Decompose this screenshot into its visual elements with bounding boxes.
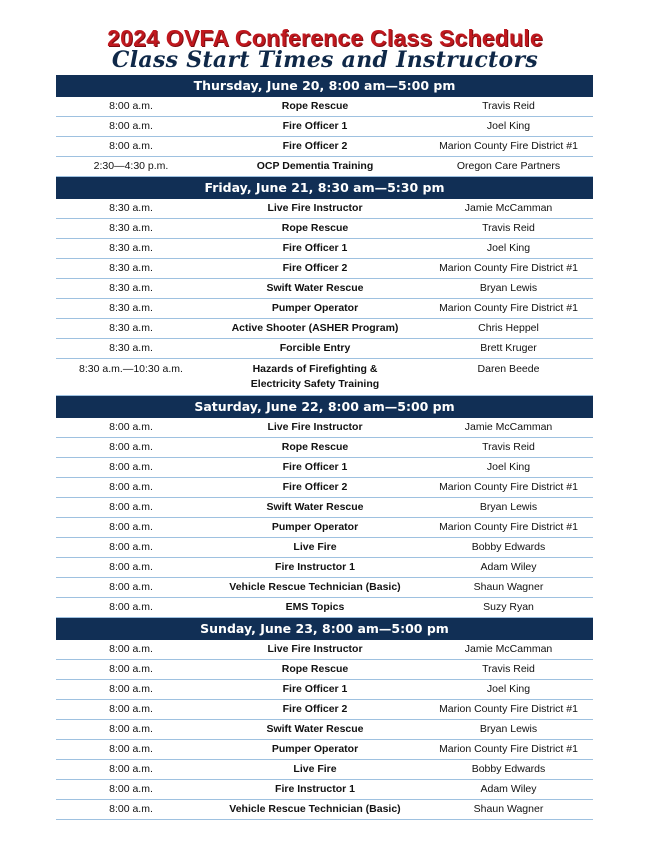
class-name: Forcible Entry (279, 342, 351, 354)
instructor-name: Travis Reid (482, 100, 535, 112)
table-row (56, 780, 593, 800)
class-time: 8:00 a.m. (109, 441, 153, 453)
class-name: Live Fire (293, 763, 337, 775)
class-time: 8:30 a.m. (109, 242, 153, 254)
instructor-name: Marion County Fire District #1 (439, 262, 578, 274)
instructor-name: Marion County Fire District #1 (439, 140, 578, 152)
class-time: 8:30 a.m. (109, 322, 153, 334)
class-time: 8:30 a.m. (109, 202, 153, 214)
instructor-name: Joel King (486, 120, 531, 132)
class-name (206, 362, 424, 395)
class-time: 8:00 a.m. (109, 601, 153, 613)
table-row (56, 660, 593, 680)
class-time: 8:00 a.m. (109, 140, 153, 152)
class-name: Fire Officer 1 (282, 242, 348, 254)
table-row (56, 478, 593, 498)
class-name: Fire Officer 1 (282, 683, 348, 695)
class-name: Live Fire (293, 541, 337, 553)
class-name: Active Shooter (ASHER Program) (231, 322, 399, 334)
class-time: 8:00 a.m. (109, 703, 153, 715)
class-time: 8:30 a.m. (109, 222, 153, 234)
day-header: Friday, June 21, 8:30 am—5:30 pm (56, 177, 593, 199)
instructor-name: Bobby Edwards (471, 541, 546, 553)
class-name: Rope Rescue (281, 663, 349, 675)
class-name: Vehicle Rescue Technician (Basic) (229, 803, 401, 815)
instructor-name: Jamie McCamman (464, 643, 553, 655)
class-name: Fire Instructor 1 (275, 561, 355, 573)
instructor-name: Marion County Fire District #1 (439, 481, 578, 493)
page-title: 2024 OVFA Conference Class Schedule (107, 25, 543, 51)
class-time: 8:00 a.m. (109, 783, 153, 795)
class-name-line: Hazards of Firefighting & (252, 363, 378, 375)
class-name: Swift Water Rescue (266, 282, 364, 294)
class-time: 8:00 a.m. (109, 561, 153, 573)
instructor-name: Bobby Edwards (471, 763, 546, 775)
table-row (56, 199, 593, 219)
instructor-name: Joel King (486, 242, 531, 254)
class-time: 8:30 a.m. (109, 282, 153, 294)
table-row (56, 680, 593, 700)
instructor-name: Marion County Fire District #1 (439, 703, 578, 715)
class-time: 8:30 a.m.—10:30 a.m. (79, 363, 183, 375)
instructor-name: Joel King (486, 683, 531, 695)
instructor-name: Chris Heppel (478, 322, 539, 334)
class-time: 8:00 a.m. (109, 100, 153, 112)
table-row (56, 800, 593, 820)
table-row (56, 558, 593, 578)
instructor-name: Brett Kruger (480, 342, 537, 354)
class-name: Fire Officer 1 (282, 120, 348, 132)
table-row (56, 279, 593, 299)
table-row (56, 700, 593, 720)
class-name: OCP Dementia Training (256, 160, 374, 172)
class-time: 8:00 a.m. (109, 663, 153, 675)
class-name: Live Fire Instructor (267, 421, 363, 433)
instructor-name: Joel King (486, 461, 531, 473)
class-name: Fire Officer 2 (282, 481, 348, 493)
class-time: 8:00 a.m. (109, 120, 153, 132)
instructor-name: Bryan Lewis (479, 282, 538, 294)
table-row (56, 219, 593, 239)
instructor-name: Adam Wiley (480, 783, 537, 795)
instructor-name: Bryan Lewis (479, 501, 538, 513)
schedule-table (56, 75, 593, 820)
table-row (56, 760, 593, 780)
page-subtitle: Class Start Times and Instructors (111, 47, 539, 73)
class-name: Swift Water Rescue (266, 501, 364, 513)
class-name: EMS Topics (285, 601, 345, 613)
instructor-name: Daren Beede (477, 363, 540, 375)
class-time: 8:00 a.m. (109, 683, 153, 695)
table-row (56, 117, 593, 137)
class-time: 8:00 a.m. (109, 763, 153, 775)
table-row (56, 157, 593, 177)
class-name: Fire Officer 2 (282, 703, 348, 715)
table-row (56, 538, 593, 558)
table-row (56, 578, 593, 598)
instructor-name: Shaun Wagner (473, 803, 544, 815)
table-row (56, 518, 593, 538)
class-name: Fire Instructor 1 (275, 783, 355, 795)
table-row (56, 339, 593, 359)
table-row (56, 598, 593, 618)
class-time: 8:00 a.m. (109, 643, 153, 655)
instructor-name: Marion County Fire District #1 (439, 521, 578, 533)
class-time: 8:00 a.m. (109, 743, 153, 755)
table-row (56, 259, 593, 279)
table-row (56, 458, 593, 478)
instructor-name: Shaun Wagner (473, 581, 544, 593)
class-time: 8:30 a.m. (109, 302, 153, 314)
class-name: Live Fire Instructor (267, 643, 363, 655)
class-name: Fire Officer 1 (282, 461, 348, 473)
day-header: Sunday, June 23, 8:00 am—5:00 pm (56, 618, 593, 640)
class-time: 8:00 a.m. (109, 481, 153, 493)
class-time: 8:00 a.m. (109, 421, 153, 433)
class-time: 2:30—4:30 p.m. (93, 160, 169, 172)
instructor-name: Travis Reid (482, 222, 535, 234)
class-name: Rope Rescue (281, 100, 349, 112)
instructor-name: Marion County Fire District #1 (439, 302, 578, 314)
class-name: Rope Rescue (281, 222, 349, 234)
table-row (56, 418, 593, 438)
class-time: 8:30 a.m. (109, 342, 153, 354)
instructor-name: Marion County Fire District #1 (439, 743, 578, 755)
class-name: Fire Officer 2 (282, 262, 348, 274)
class-name: Pumper Operator (271, 521, 359, 533)
instructor-name: Oregon Care Partners (456, 160, 561, 172)
class-time: 8:00 a.m. (109, 581, 153, 593)
class-time: 8:00 a.m. (109, 541, 153, 553)
table-row (56, 359, 593, 396)
class-time: 8:30 a.m. (109, 262, 153, 274)
table-row (56, 299, 593, 319)
class-name: Pumper Operator (271, 743, 359, 755)
class-time: 8:00 a.m. (109, 803, 153, 815)
instructor-name: Adam Wiley (480, 561, 537, 573)
instructor-name: Jamie McCamman (464, 421, 553, 433)
instructor-name: Travis Reid (482, 663, 535, 675)
class-name: Pumper Operator (271, 302, 359, 314)
instructor-name: Travis Reid (482, 441, 535, 453)
class-name: Rope Rescue (281, 441, 349, 453)
table-row (56, 498, 593, 518)
table-row (56, 137, 593, 157)
day-header: Saturday, June 22, 8:00 am—5:00 pm (56, 396, 593, 418)
class-name: Vehicle Rescue Technician (Basic) (229, 581, 401, 593)
instructor-name: Bryan Lewis (479, 723, 538, 735)
class-time: 8:00 a.m. (109, 501, 153, 513)
class-time: 8:00 a.m. (109, 723, 153, 735)
class-name: Live Fire Instructor (267, 202, 363, 214)
table-row (56, 640, 593, 660)
class-name: Fire Officer 2 (282, 140, 348, 152)
class-time: 8:00 a.m. (109, 521, 153, 533)
class-name: Swift Water Rescue (266, 723, 364, 735)
table-row (56, 438, 593, 458)
instructor-name: Suzy Ryan (483, 601, 534, 613)
table-row (56, 97, 593, 117)
table-row (56, 239, 593, 259)
class-time: 8:00 a.m. (109, 461, 153, 473)
class-name-line: Electricity Safety Training (250, 378, 380, 390)
day-header: Thursday, June 20, 8:00 am—5:00 pm (56, 75, 593, 97)
table-row (56, 740, 593, 760)
instructor-name: Jamie McCamman (464, 202, 553, 214)
table-row (56, 319, 593, 339)
table-row (56, 720, 593, 740)
